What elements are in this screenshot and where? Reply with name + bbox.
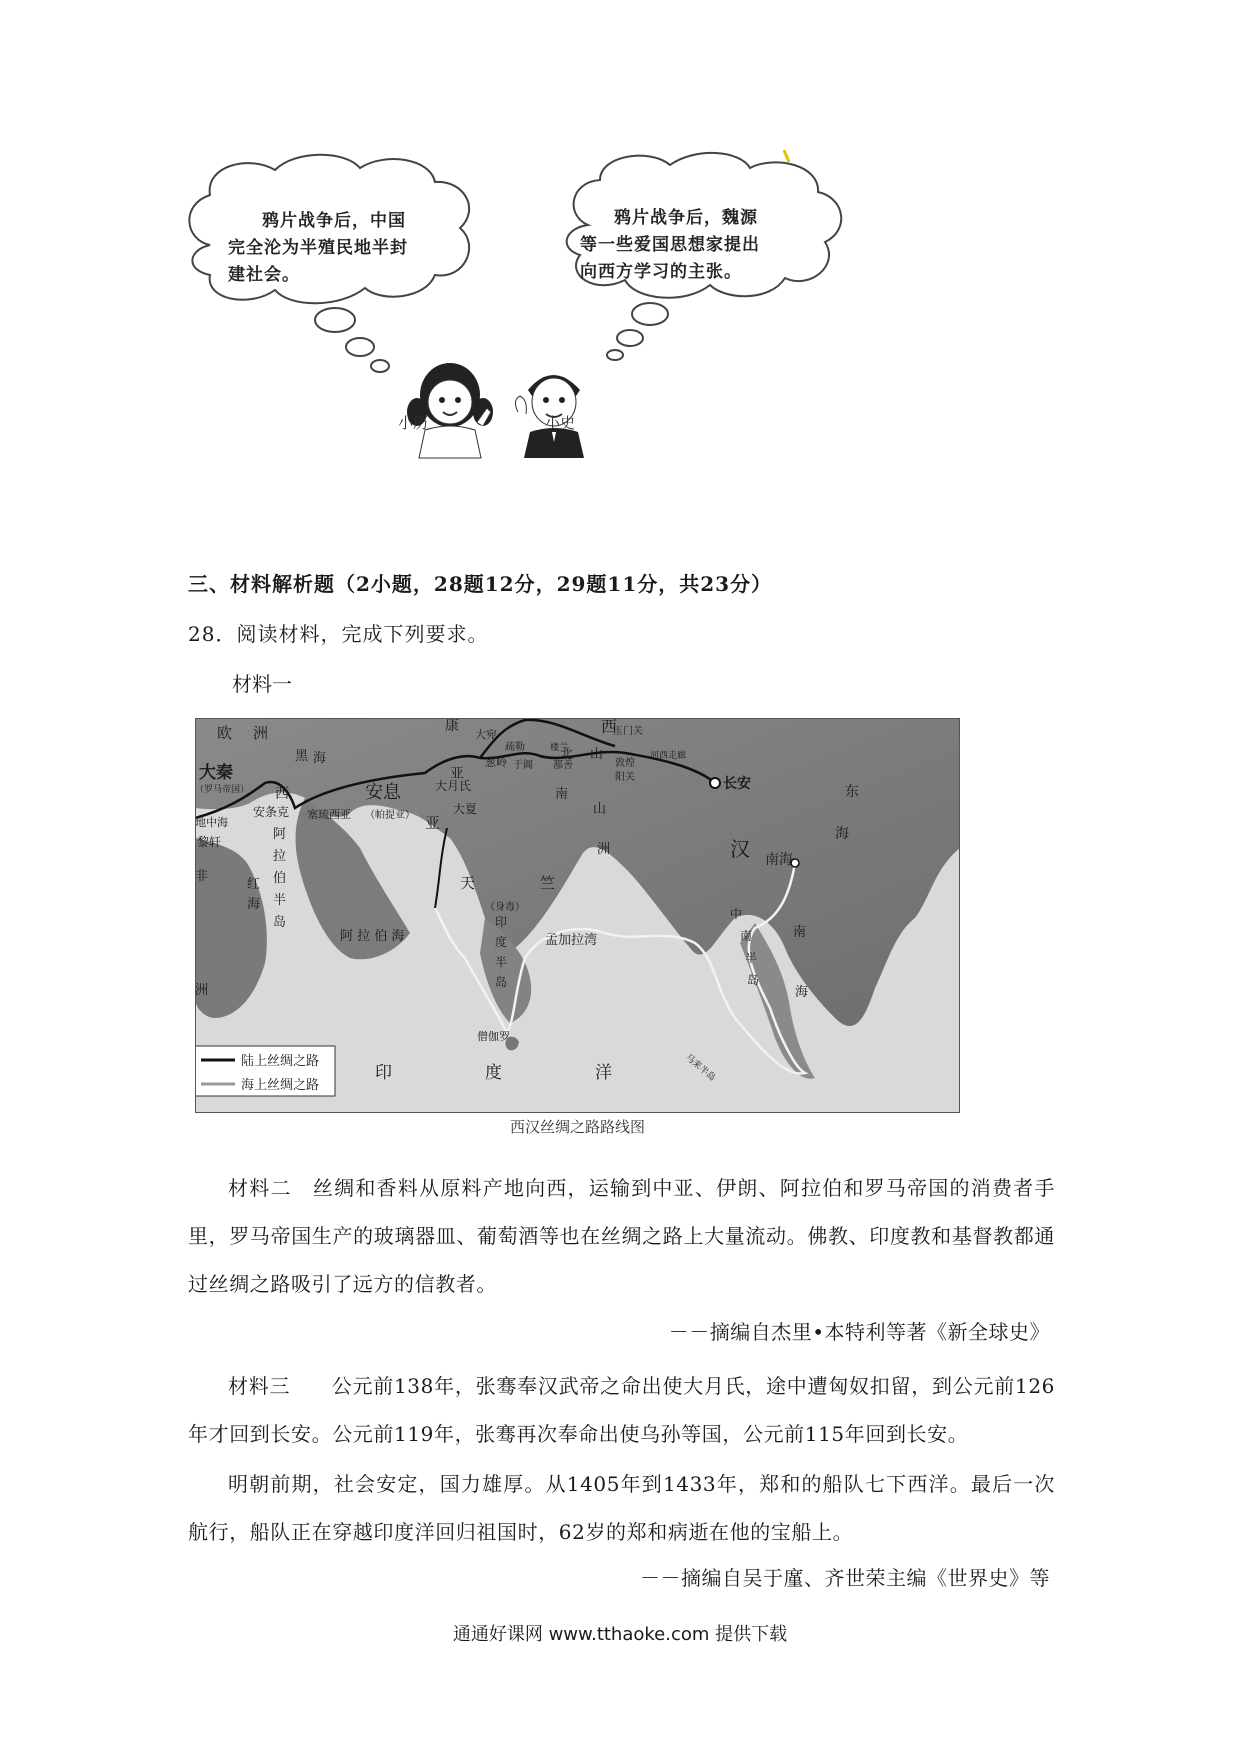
map-label: 汉 bbox=[730, 837, 750, 861]
map-label: 楼兰 bbox=[550, 743, 569, 753]
map-label: 南 bbox=[555, 787, 569, 802]
map-label: 拉 bbox=[273, 849, 287, 864]
map-label: 孟加拉湾 bbox=[545, 933, 598, 948]
question-stem: 28．阅读材料，完成下列要求。 bbox=[188, 622, 489, 646]
map-label: 南 bbox=[740, 929, 753, 943]
map-label: 大夏 bbox=[453, 802, 478, 816]
map-label: 安息 bbox=[365, 782, 401, 803]
map-label: 南 bbox=[793, 925, 807, 940]
map-label: 岛 bbox=[495, 975, 508, 989]
map-label: 半 bbox=[745, 951, 758, 965]
map-label: 大月氏 bbox=[435, 779, 472, 793]
map-label: 非 bbox=[195, 869, 209, 884]
right-bubble-text: 鸦片战争后，魏源 等一些爱国思想家提出 向西方学习的主张。 bbox=[580, 208, 760, 282]
map-label: 东 bbox=[845, 784, 859, 800]
map-label: 海 bbox=[247, 897, 261, 912]
material3-source: －－摘编自吴于廑、齐世荣主编《世界史》等 bbox=[640, 1566, 1050, 1590]
map-label: 洲 bbox=[253, 724, 269, 742]
page-footer: 通通好课网 www.tthaoke.com 提供下载 bbox=[452, 1624, 788, 1645]
cartoon-illustration bbox=[180, 150, 940, 490]
map-label: 山 bbox=[590, 747, 604, 762]
map-label: 竺 bbox=[540, 874, 556, 892]
boy-character-icon bbox=[498, 350, 608, 460]
map-label: 陆上丝绸之路 bbox=[241, 1054, 320, 1069]
map-label: 鄯善 bbox=[553, 760, 573, 771]
map-label: 南海 bbox=[765, 852, 793, 868]
map-label: 半 bbox=[495, 955, 508, 969]
map-label: 伯 bbox=[273, 871, 287, 886]
map-label: 海 bbox=[795, 985, 809, 1000]
map-label: 半 bbox=[273, 893, 287, 908]
map-label: 海上丝绸之路 bbox=[241, 1078, 320, 1093]
material1-label: 材料一 bbox=[232, 672, 292, 696]
map-label: 海 bbox=[313, 751, 327, 766]
map-label: （帕提亚） bbox=[365, 810, 415, 821]
map-label: 河西走廊 bbox=[650, 751, 687, 761]
map-label: 洋 bbox=[595, 1063, 612, 1083]
map-label: 度 bbox=[495, 935, 508, 949]
map-label: 亚 bbox=[450, 766, 464, 782]
map-label: 长安 bbox=[723, 776, 751, 792]
map-caption: 西汉丝绸之路路线图 bbox=[509, 1118, 645, 1136]
section-title: 三、材料解析题（2小题，28题12分，29题11分，共23分） bbox=[188, 572, 773, 596]
map-label: 葱岭 bbox=[485, 756, 507, 769]
material3-paragraph: 材料三 公元前138年，张骞奉汉武帝之命出使大月氏，途中遭匈奴扣留，到公元前126年才回到长安。公元前119年，张骞再次奉命出使乌孙等国，公元前115年回到长安。 bbox=[188, 1374, 1055, 1446]
map-label: 海 bbox=[835, 826, 849, 842]
map-label: 中 bbox=[730, 907, 743, 921]
map-label: 阿 bbox=[273, 827, 287, 842]
map-label: 玉门关 bbox=[613, 726, 643, 737]
map-label: 塞琉西亚 bbox=[307, 808, 351, 821]
map-label: 黎轩 bbox=[197, 835, 222, 849]
map-label: 黑 bbox=[295, 749, 309, 764]
girl-character-icon bbox=[395, 350, 505, 460]
map-label: 大秦 bbox=[199, 763, 233, 783]
map-label: 敦煌 bbox=[615, 758, 635, 769]
map-label: 岛 bbox=[747, 973, 760, 987]
silk-road-map-svg bbox=[195, 718, 960, 1113]
map-label: 北 bbox=[560, 747, 574, 762]
silk-road-map bbox=[195, 718, 960, 1113]
map-label: 红 bbox=[247, 877, 261, 892]
map-label: 安条克 bbox=[253, 805, 290, 819]
map-label: 亚 bbox=[425, 814, 441, 832]
map-label: 地中海 bbox=[195, 816, 228, 829]
map-label: 天 bbox=[460, 874, 476, 892]
map-label: 印 bbox=[495, 915, 508, 929]
left-character-name: 小历 bbox=[398, 414, 429, 432]
map-label: 度 bbox=[485, 1063, 502, 1083]
map-label: 印 bbox=[375, 1063, 392, 1083]
map-label: 阿 拉 伯 海 bbox=[340, 929, 405, 944]
material3b-paragraph: 明朝前期，社会安定，国力雄厚。从1405年到1433年，郑和的船队七下西洋。最后一次航行，船队正在穿越印度洋回归祖国时，62岁的郑和病逝在他的宝船上。 bbox=[188, 1472, 1055, 1544]
map-label: 疏勒 bbox=[505, 742, 525, 753]
map-label: 西 bbox=[601, 718, 618, 736]
map-label: 欧 bbox=[217, 724, 233, 742]
right-character-name: 小史 bbox=[545, 414, 576, 432]
map-label: 岛 bbox=[273, 915, 287, 930]
material2-source: －－摘编自杰里•本特利等著《新全球史》 bbox=[668, 1320, 1050, 1344]
map-label: 山 bbox=[593, 802, 607, 817]
map-label: 西 bbox=[275, 786, 289, 802]
left-bubble-text: 鸦片战争后，中国 完全沦为半殖民地半封 建社会。 bbox=[228, 211, 408, 285]
map-label: 僧伽罗 bbox=[477, 1030, 510, 1043]
map-label: 洲 bbox=[597, 842, 611, 857]
map-label: 洲 bbox=[195, 983, 209, 998]
map-label: （身毒） bbox=[485, 902, 525, 913]
map-label: 于阗 bbox=[513, 760, 533, 771]
map-label: 阳关 bbox=[615, 772, 635, 783]
map-label: 大宛 bbox=[475, 728, 497, 741]
map-label: 马来半岛 bbox=[683, 1052, 718, 1084]
map-label: （罗马帝国） bbox=[195, 785, 250, 795]
map-label: 康 bbox=[445, 718, 459, 734]
material2-paragraph: 材料二 丝绸和香料从原料产地向西，运输到中亚、伊朗、阿拉伯和罗马帝国的消费者手里，罗马帝国生产的玻璃器皿、葡萄酒等也在丝绸之路上大量流动。佛教、印度教和基督教都通过丝绸之路吸引了远方的信教者。 bbox=[188, 1176, 1055, 1296]
map-legend bbox=[195, 1046, 335, 1096]
